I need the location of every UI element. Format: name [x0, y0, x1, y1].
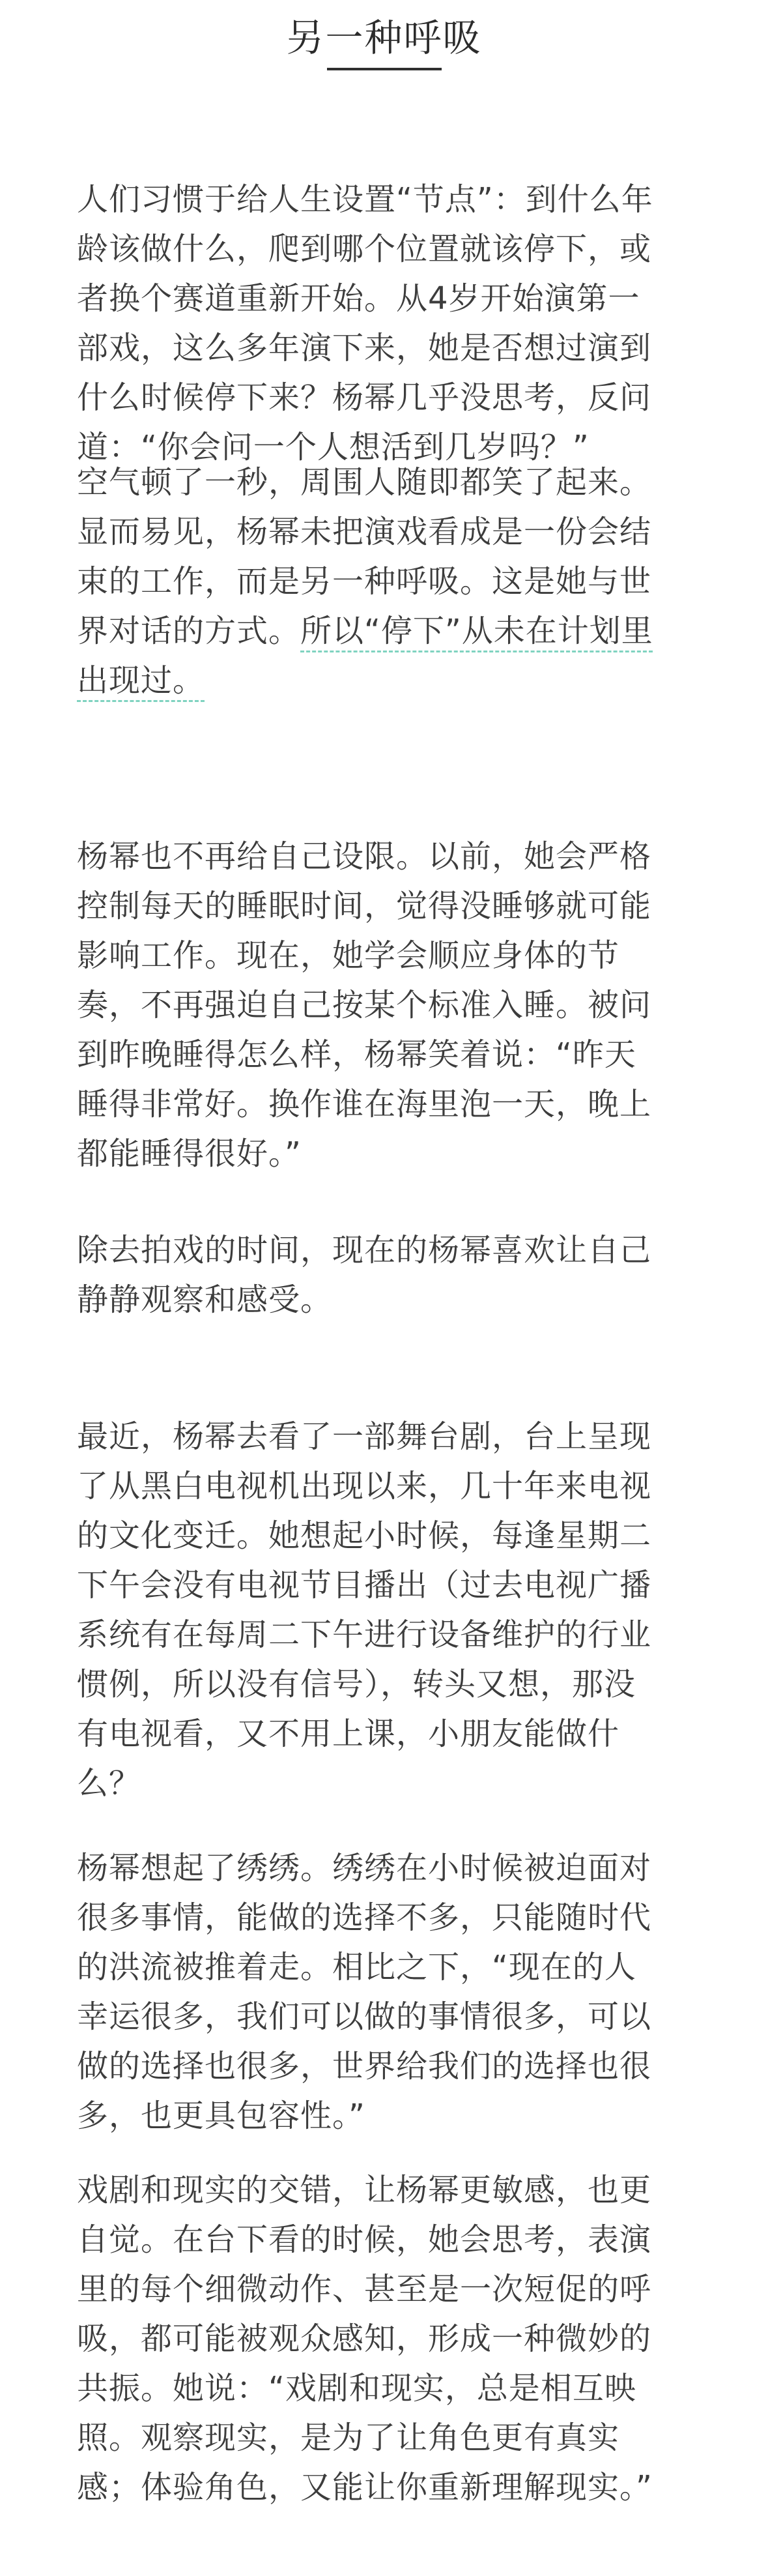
paragraph-1: 人们习惯于给人生设置“节点”：到什么年龄该做什么，爬到哪个位置就该停下，或者换个赛道重新开始。从4岁开始演第一部戏，这么多年演下来，她是否想过演到什么时候停下来？杨幂几乎没思考，反问道：“你会问一个人想活到几岁吗？” — [77, 181, 653, 465]
title-underline — [327, 68, 442, 70]
paragraph-5: 最近，杨幂去看了一部舞台剧，台上呈现了从黑白电视机出现以来，几十年来电视的文化变迁。她想起小时候，每逢星期二下午会没有电视节目播出（过去电视广播系统有在每周二下午进行设备维护的行业惯例，所以没有信号），转头又想，那没有电视看，又不用上课，小朋友能做什么？ — [77, 1418, 652, 1802]
paragraph-3: 杨幂也不再给自己设限。以前，她会严格控制每天的睡眠时间，觉得没睡够就可能影响工作。现在，她学会顺应身体的节奏，不再强迫自己按某个标准入睡。被问到昨晚睡得怎么样，杨幂笑着说：“昨天睡得非常好。换作谁在海里泡一天，晚上都能睡得很好。” — [77, 838, 652, 1172]
paragraph-2-text: 空气顿了一秒，周围人随即都笑了起来。显而易见，杨幂未把演戏看成是一份会结束的工作，而是另一种呼吸。这是她与世界对话的方式。 — [77, 464, 652, 649]
paragraph-7: 戏剧和现实的交错，让杨幂更敏感，也更自觉。在台下看的时候，她会思考，表演里的每个细微动作、甚至是一次短促的呼吸，都可能被观众感知，形成一种微妙的共振。她说：“戏剧和现实，总是相互映照。观察现实，是为了让角色更有真实感；体验角色，又能让你重新理解现实。” — [77, 2172, 653, 2506]
article-title: 另一种呼吸 — [286, 16, 482, 60]
title-block — [0, 12, 768, 70]
paragraph-6: 杨幂想起了绣绣。绣绣在小时候被迫面对很多事情，能做的选择不多，只能随时代的洪流被推着走。相比之下，“现在的人幸运很多，我们可以做的事情很多，可以做的选择也很多，世界给我们的选择也很多，也更具包容性。” — [77, 1850, 652, 2134]
paragraph-2 — [77, 458, 657, 705]
paragraph-4: 除去拍戏的时间，现在的杨幂喜欢让自己静静观察和感受。 — [77, 1232, 652, 1318]
highlighted-sentence: 所以“停下”从未在计划里出现过。 — [77, 613, 653, 699]
